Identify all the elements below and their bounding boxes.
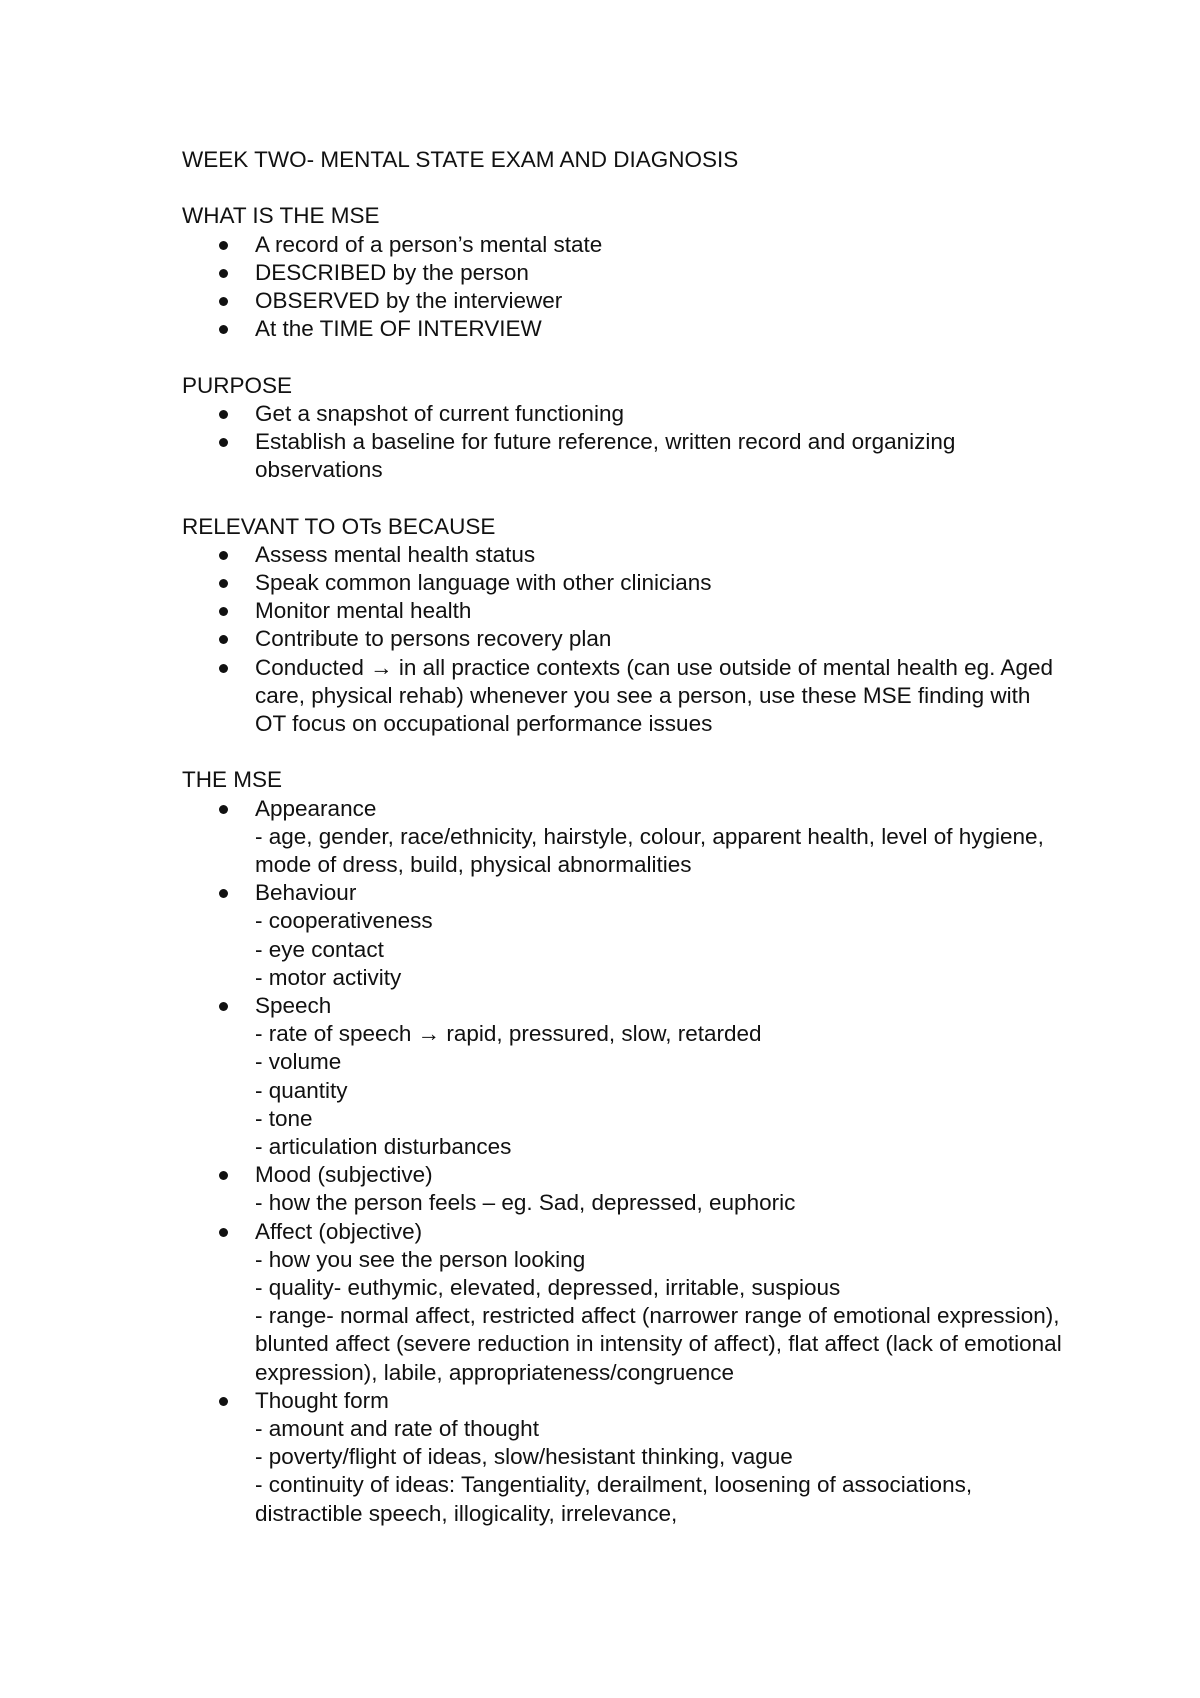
list-item [182, 259, 1062, 287]
list-item-detail: - range- normal affect, restricted affect (narrower range of emotional expression), blunted affect (severe reduction in intensity of affect), flat affect (lack of emotional expression), labile, appropriateness/congruence [255, 1303, 1062, 1385]
bullet-icon [219, 410, 228, 419]
list-item [182, 625, 1062, 653]
list-item-text: Behaviour [255, 880, 357, 906]
list-item-detail: - continuity of ideas: Tangentiality, derailment, loosening of associations, distractible speech, illogicality, irrelevance, [255, 1472, 973, 1526]
bullet-icon [219, 1228, 228, 1237]
bullet-icon [219, 325, 228, 334]
list-item-detail: - how the person feels – eg. Sad, depressed, euphoric [255, 1190, 796, 1216]
list-item [182, 992, 1062, 1161]
list-item-detail: - how you see the person looking [255, 1246, 586, 1272]
list-item-text: Get a snapshot of current functioning [255, 400, 624, 426]
section [182, 766, 1062, 1527]
list-item [182, 569, 1062, 597]
list-item-detail: - motor activity [255, 964, 402, 990]
list-item-detail: - articulation disturbances [255, 1134, 512, 1160]
bullet-icon [219, 438, 228, 447]
list-item-detail: - volume [255, 1049, 342, 1075]
section-heading: WHAT IS THE MSE [182, 203, 380, 229]
bullet-icon [219, 889, 228, 898]
document-page [182, 146, 1062, 1528]
list-item [182, 1161, 1062, 1217]
bullet-icon [219, 551, 228, 560]
list-item-detail: - amount and rate of thought [255, 1416, 539, 1442]
list-item-text: Affect (objective) [255, 1218, 423, 1244]
list-item-detail: - quality- euthymic, elevated, depressed, irritable, suspious [255, 1275, 841, 1301]
list-item-detail: - rate of speech → rapid, pressured, slow, retarded [255, 1021, 762, 1047]
list-item-detail: - tone [255, 1105, 313, 1131]
list-item [182, 428, 1062, 484]
list-item [182, 287, 1062, 315]
list-item-detail: - cooperativeness [255, 908, 433, 934]
section [182, 513, 1062, 739]
list-item-text: DESCRIBED by the person [255, 259, 529, 285]
list-item [182, 400, 1062, 428]
bullet-list [182, 795, 1062, 1528]
section [182, 202, 1062, 343]
bullet-icon [219, 805, 228, 814]
list-item-text: Mood (subjective) [255, 1162, 433, 1188]
sections-container [182, 202, 1062, 1528]
list-item-text: At the TIME OF INTERVIEW [255, 316, 542, 342]
bullet-icon [219, 241, 228, 250]
bullet-icon [219, 1171, 228, 1180]
bullet-icon [219, 664, 228, 673]
list-item [182, 1387, 1062, 1528]
list-item [182, 541, 1062, 569]
section [182, 372, 1062, 485]
list-item [182, 597, 1062, 625]
list-item-text: A record of a person’s mental state [255, 231, 603, 257]
bullet-icon [219, 1397, 228, 1406]
section-heading: PURPOSE [182, 372, 293, 398]
list-item-text: Speak common language with other clinicians [255, 570, 712, 595]
list-item [182, 654, 1062, 739]
bullet-icon [219, 1002, 228, 1011]
bullet-icon [219, 607, 228, 616]
bullet-icon [219, 269, 228, 278]
bullet-icon [219, 635, 228, 644]
bullet-list [182, 400, 1062, 485]
list-item [182, 795, 1062, 880]
list-item-text: Appearance [255, 795, 377, 821]
section-heading: RELEVANT TO OTs BECAUSE [182, 513, 496, 539]
list-item-detail: - quantity [255, 1077, 348, 1103]
document-title: WEEK TWO- MENTAL STATE EXAM AND DIAGNOSIS [182, 147, 739, 172]
list-item [182, 231, 1062, 259]
list-item-text: Conducted → in all practice contexts (can use outside of mental health eg. Aged care, physical rehab) whenever you see a person, use these MSE finding with OT focus on occupational performance issues [255, 654, 1053, 737]
list-item-text: Monitor mental health [255, 598, 472, 624]
list-item-text: Establish a baseline for future reference, written record and organizing observations [255, 429, 956, 483]
list-item-detail: - eye contact [255, 936, 384, 962]
list-item [182, 315, 1062, 343]
list-item-detail: - poverty/flight of ideas, slow/hesistant thinking, vague [255, 1444, 793, 1470]
list-item-text: Contribute to persons recovery plan [255, 626, 612, 652]
list-item-text: Assess mental health status [255, 541, 536, 567]
bullet-icon [219, 579, 228, 588]
list-item-text: Thought form [255, 1387, 389, 1413]
section-heading: THE MSE [182, 767, 283, 793]
list-item-text: Speech [255, 993, 332, 1019]
bullet-list [182, 231, 1062, 344]
list-item-text: OBSERVED by the interviewer [255, 288, 563, 313]
list-item [182, 879, 1062, 992]
bullet-list [182, 541, 1062, 738]
list-item [182, 1218, 1062, 1387]
bullet-icon [219, 297, 228, 306]
list-item-detail: - age, gender, race/ethnicity, hairstyle, colour, apparent health, level of hygiene, mode of dress, build, physical abnormalities [255, 823, 1044, 878]
